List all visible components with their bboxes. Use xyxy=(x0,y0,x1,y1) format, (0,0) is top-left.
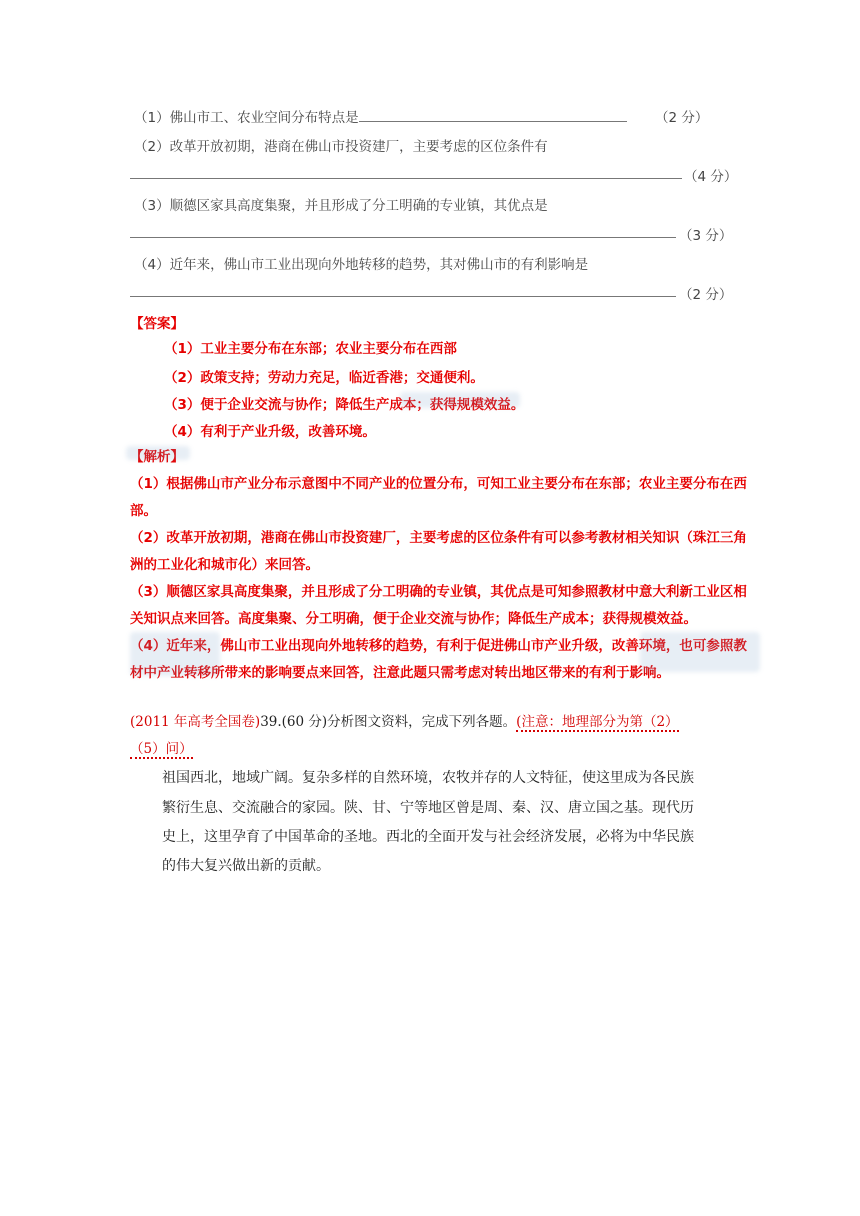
source-tag: (2011 年高考全国卷) xyxy=(130,714,261,730)
source-note: (注意：地理部分为第（2） xyxy=(516,714,679,730)
scan-artifact xyxy=(640,632,760,672)
answer-item-4: （4）有利于产业升级，改善环境。 xyxy=(164,424,376,440)
analysis-line-8: 材中产业转移所带来的影响要点来回答，注意此题只需考虑对转出地区带来的有利于影响。 xyxy=(130,665,670,681)
passage-line-2: 繁衍生息、交流融合的家园。陕、甘、宁等地区曾是周、秦、汉、唐立国之基。现代历 xyxy=(162,800,694,816)
source-line xyxy=(130,710,679,730)
analysis-line-7: （4）近年来，佛山市工业出现向外地转移的趋势，有利于促进佛山市产业升级，改善环境，也可参照教 xyxy=(130,638,747,654)
answer-blank-1[interactable] xyxy=(359,107,627,122)
analysis-line-5: （3）顺德区家具高度集聚，并且形成了分工明确的专业镇，其优点是可知参照教材中意大利新工业区相 xyxy=(130,584,747,600)
question-2: （2）改革开放初期，港商在佛山市投资建厂，主要考虑的区位条件有 xyxy=(134,139,548,155)
analysis-line-6: 关知识点来回答。高度集聚、分工明确，便于企业交流与协作；降低生产成本；获得规模效益。 xyxy=(130,611,697,627)
question-number: 39.(60 分)分析图文资料，完成下列各题。 xyxy=(260,714,517,730)
passage-line-1: 祖国西北，地域广阔。复杂多样的自然环境，农牧并存的人文特征，使这里成为各民族 xyxy=(162,770,694,786)
scan-artifact xyxy=(400,392,520,408)
answer-item-3: （3）便于企业交流与协作；降低生产成本；获得规模效益。 xyxy=(164,397,525,413)
analysis-line-1: （1）根据佛山市产业分布示意图中不同产业的位置分布，可知工业主要分布在东部；农业主要分布在西 xyxy=(130,476,747,492)
question-1-score: （2 分） xyxy=(655,110,709,126)
scan-artifact xyxy=(126,446,190,460)
question-4-score: （2 分） xyxy=(679,287,733,303)
answer-blank-3[interactable] xyxy=(130,237,676,238)
source-line-2 xyxy=(130,737,193,757)
question-1 xyxy=(134,106,627,126)
analysis-line-2: 部。 xyxy=(130,503,157,519)
answer-item-1: （1）工业主要分布在东部；农业主要分布在西部 xyxy=(164,341,457,357)
question-2-score: （4 分） xyxy=(684,169,738,185)
analysis-line-3: （2）改革开放初期，港商在佛山市投资建厂，主要考虑的区位条件有可以参考教材相关知识（珠江三角 xyxy=(130,530,747,546)
question-3: （3）顺德区家具高度集聚，并且形成了分工明确的专业镇，其优点是 xyxy=(134,198,548,214)
analysis-heading: 【解析】 xyxy=(130,449,184,465)
scan-artifact xyxy=(130,632,220,676)
question-3-score: （3 分） xyxy=(679,228,733,244)
answer-blank-4[interactable] xyxy=(130,296,676,297)
passage-line-3: 史上，这里孕育了中国革命的圣地。西北的全面开发与社会经济发展，必将为中华民族 xyxy=(162,829,694,845)
source-note-cont: （5）问） xyxy=(130,741,193,757)
answer-blank-2[interactable] xyxy=(130,178,682,179)
question-4: （4）近年来，佛山市工业出现向外地转移的趋势，其对佛山市的有利影响是 xyxy=(134,257,589,273)
analysis-line-4: 洲的工业化和城市化）来回答。 xyxy=(130,557,319,573)
passage-line-4: 的伟大复兴做出新的贡献。 xyxy=(162,858,330,874)
answer-heading: 【答案】 xyxy=(130,316,184,332)
answer-item-2: （2）政策支持；劳动力充足，临近香港；交通便利。 xyxy=(164,370,484,386)
question-1-text: （1）佛山市工、农业空间分布特点是 xyxy=(134,110,359,126)
